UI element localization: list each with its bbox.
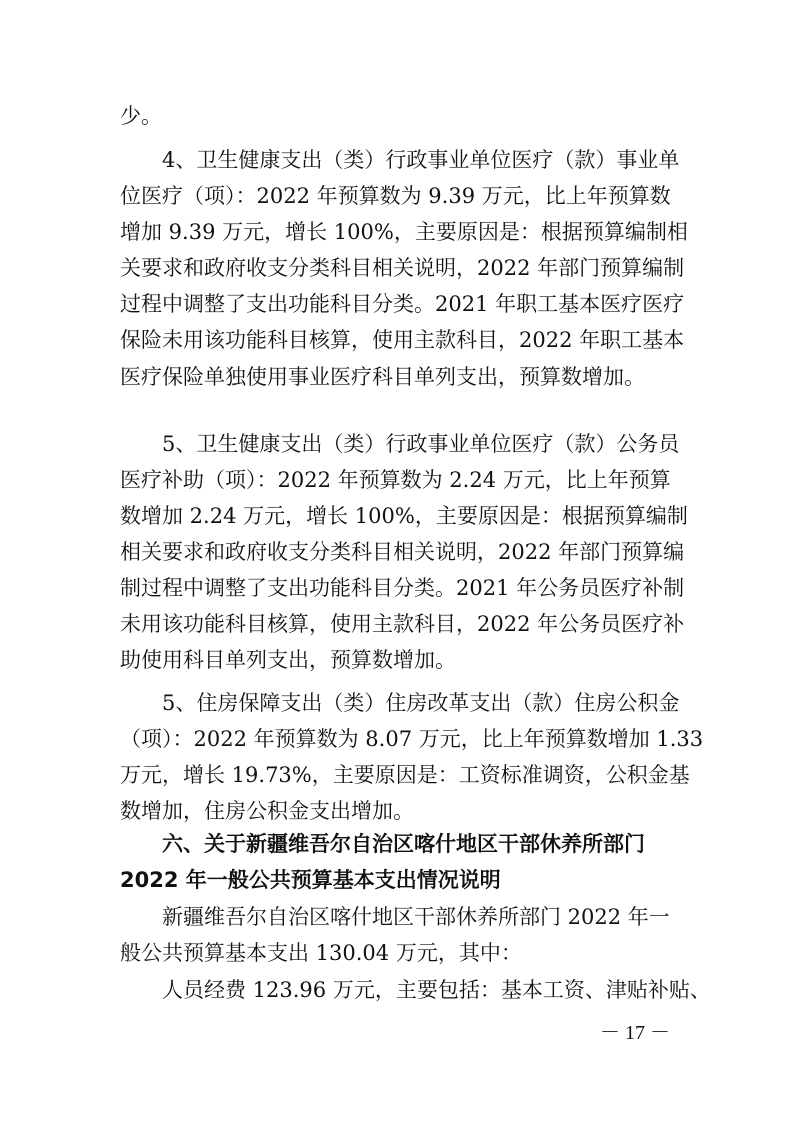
paragraph-4-line: 过程中调整了支出功能科目分类。2021 年职工基本医疗医疗: [120, 292, 685, 316]
paragraph-5b-line: （项）：2022 年预算数为 8.07 万元，比上年预算数增加 1.33: [120, 727, 704, 751]
paragraph-4-line: 关要求和政府收支分类科目相关说明，2022 年部门预算编制: [120, 256, 685, 280]
paragraph-5a-line: 数增加 2.24 万元，增长 100%，主要原因是：根据预算编制: [120, 504, 688, 528]
paragraph-5a-line: 5、卫生健康支出（类）行政事业单位医疗（款）公务员: [162, 432, 680, 456]
paragraph-5a-line: 医疗补助（项）：2022 年预算数为 2.24 万元，比上年预算: [120, 468, 671, 492]
page-number: － 17 －: [600, 1022, 670, 1044]
paragraph-5a-line: 助使用科目单列支出，预算数增加。: [120, 648, 456, 672]
paragraph-5b-line: 万元，增长 19.73%，主要原因是：工资标准调资，公积金基: [120, 763, 690, 787]
paragraph-4-line: 位医疗（项）：2022 年预算数为 9.39 万元，比上年预算数: [120, 184, 671, 208]
body-line: 新疆维吾尔自治区喀什地区干部休养所部门 2022 年一: [162, 905, 670, 929]
section-heading: 六、关于新疆维吾尔自治区喀什地区干部休养所部门: [162, 832, 645, 856]
body-line: 般公共预算基本支出 130.04 万元，其中：: [120, 941, 522, 965]
paragraph-5a-line: 未用该功能科目核算，使用主款科目，2022 年公务员医疗补: [120, 612, 685, 636]
paragraph-5b-line: 5、住房保障支出（类）住房改革支出（款）住房公积金: [162, 691, 680, 715]
paragraph-4-line: 保险未用该功能科目核算，使用主款科目，2022 年职工基本: [120, 328, 685, 352]
paragraph-5b-line: 数增加，住房公积金支出增加。: [120, 799, 414, 823]
paragraph-5a-line: 相关要求和政府收支分类科目相关说明，2022 年部门预算编: [120, 540, 685, 564]
body-line: 人员经费 123.96 万元，主要包括：基本工资、津贴补贴、: [162, 978, 711, 1002]
paragraph-4-line: 增加 9.39 万元，增长 100%，主要原因是：根据预算编制相: [120, 220, 688, 244]
paragraph-5a-line: 制过程中调整了支出功能科目分类。2021 年公务员医疗补制: [120, 576, 685, 600]
text-line: 少。: [120, 104, 162, 128]
section-heading: 2022 年一般公共预算基本支出情况说明: [120, 868, 501, 892]
paragraph-4-line: 4、卫生健康支出（类）行政事业单位医疗（款）事业单: [162, 148, 680, 172]
paragraph-4-line: 医疗保险单独使用事业医疗科目单列支出，预算数增加。: [120, 365, 645, 389]
